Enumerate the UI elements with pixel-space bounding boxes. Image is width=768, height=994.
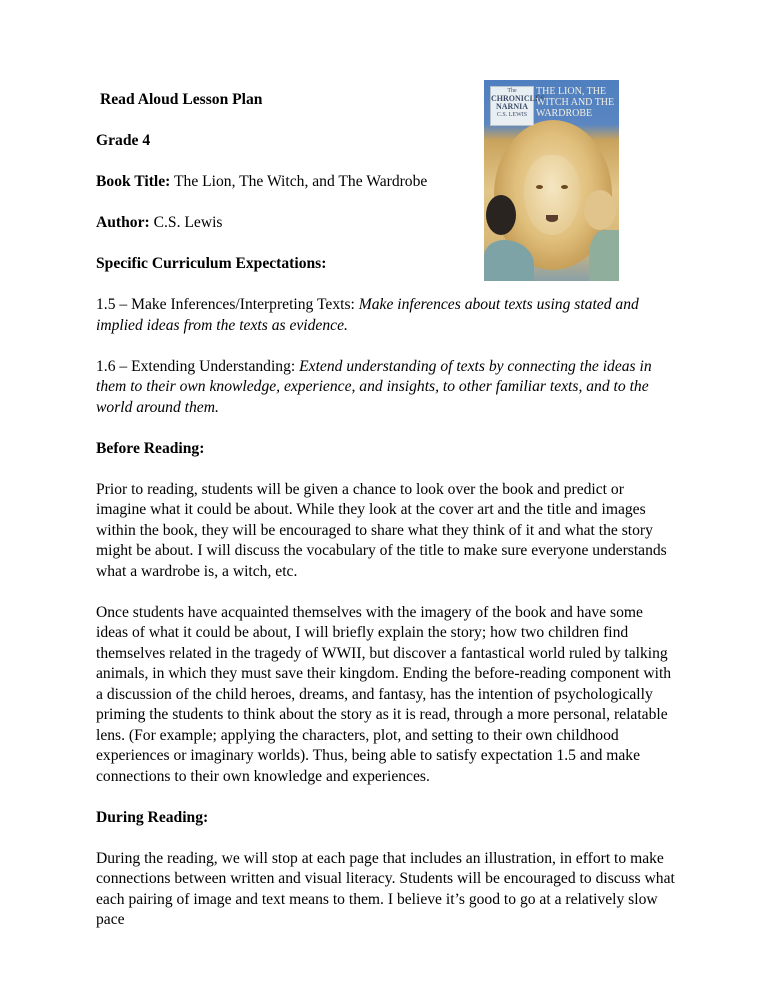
- expectation-1-6: [96, 357, 676, 419]
- during-reading-heading: During Reading:: [96, 808, 209, 826]
- expectation-text: Make inferences about texts using stated and implied ideas from the texts as evidence.: [96, 296, 639, 334]
- series-main: CHRONICLES: [491, 94, 545, 103]
- expectation-lead: 1.5 – Make Inferences/Interpreting Texts:: [96, 296, 359, 313]
- curriculum-heading: Specific Curriculum Expectations:: [96, 255, 327, 272]
- before-reading-paragraph: Prior to reading, students will be given a chance to look over the book and predict or imagine what it could be about. While they look at the cover art and the title and images within the book, they will be encouraged to share what they think of it and what the story might be about. I will discuss the vocabulary of the title to make sure everyone understands what a wardrobe is, a witch, etc.: [96, 480, 667, 580]
- expectation-1-5: [96, 295, 676, 336]
- series-author: C.S. LEWIS: [496, 112, 528, 118]
- before-reading-paragraph: Once students have acquainted themselves with the imagery of the book and have some ideas of what it could be about, I will briefly explain the story; how two children find themselves related in the tragedy of WWII, but discover a fantastical world ruled by talking animals, in which they must save their kingdom. Ending the before-reading component with a discussion of the child heroes, dreams, and fantasy, has the intention of psychologically priming the students to think about the story as it is read, through a more personal, relatable lens. (For example; applying the characters, plot, and setting to their own childhood experiences or imaginary worlds). Thus, being able to satisfy expectation 1.5 and make connections to their own knowledge and experiences.: [96, 603, 672, 785]
- author-line: [96, 213, 676, 234]
- expectation-lead: 1.6 – Extending Understanding:: [96, 357, 300, 375]
- book-title-value: The Lion, The Witch, and The Wardrobe: [174, 173, 428, 190]
- author-value: C.S. Lewis: [153, 214, 223, 231]
- series-top: The: [507, 88, 517, 94]
- series-name: NARNIA: [496, 102, 528, 111]
- before-reading-heading: Before Reading:: [96, 439, 205, 457]
- cover-title: THE LION, THE WITCH AND THE WARDROBE: [536, 86, 615, 119]
- during-reading-paragraph: During the reading, we will stop at each page that includes an illustration, in effort to make connections between written and visual literacy. Students will be encouraged to discuss what each pairing of image and text means to them. I believe it’s good to go at a relatively slow pace: [96, 849, 675, 928]
- author-label: Author:: [96, 214, 150, 231]
- expectation-text: Extend understanding of texts by connecting the ideas in them to their own knowledge, experience, and insights, to other familiar texts, and to the world around them.: [96, 357, 652, 416]
- book-title-label: Book Title:: [96, 173, 171, 190]
- document-body: [96, 90, 676, 951]
- document-title: Read Aloud Lesson Plan: [100, 91, 263, 108]
- book-title-line: [96, 172, 676, 193]
- grade: Grade 4: [96, 132, 151, 149]
